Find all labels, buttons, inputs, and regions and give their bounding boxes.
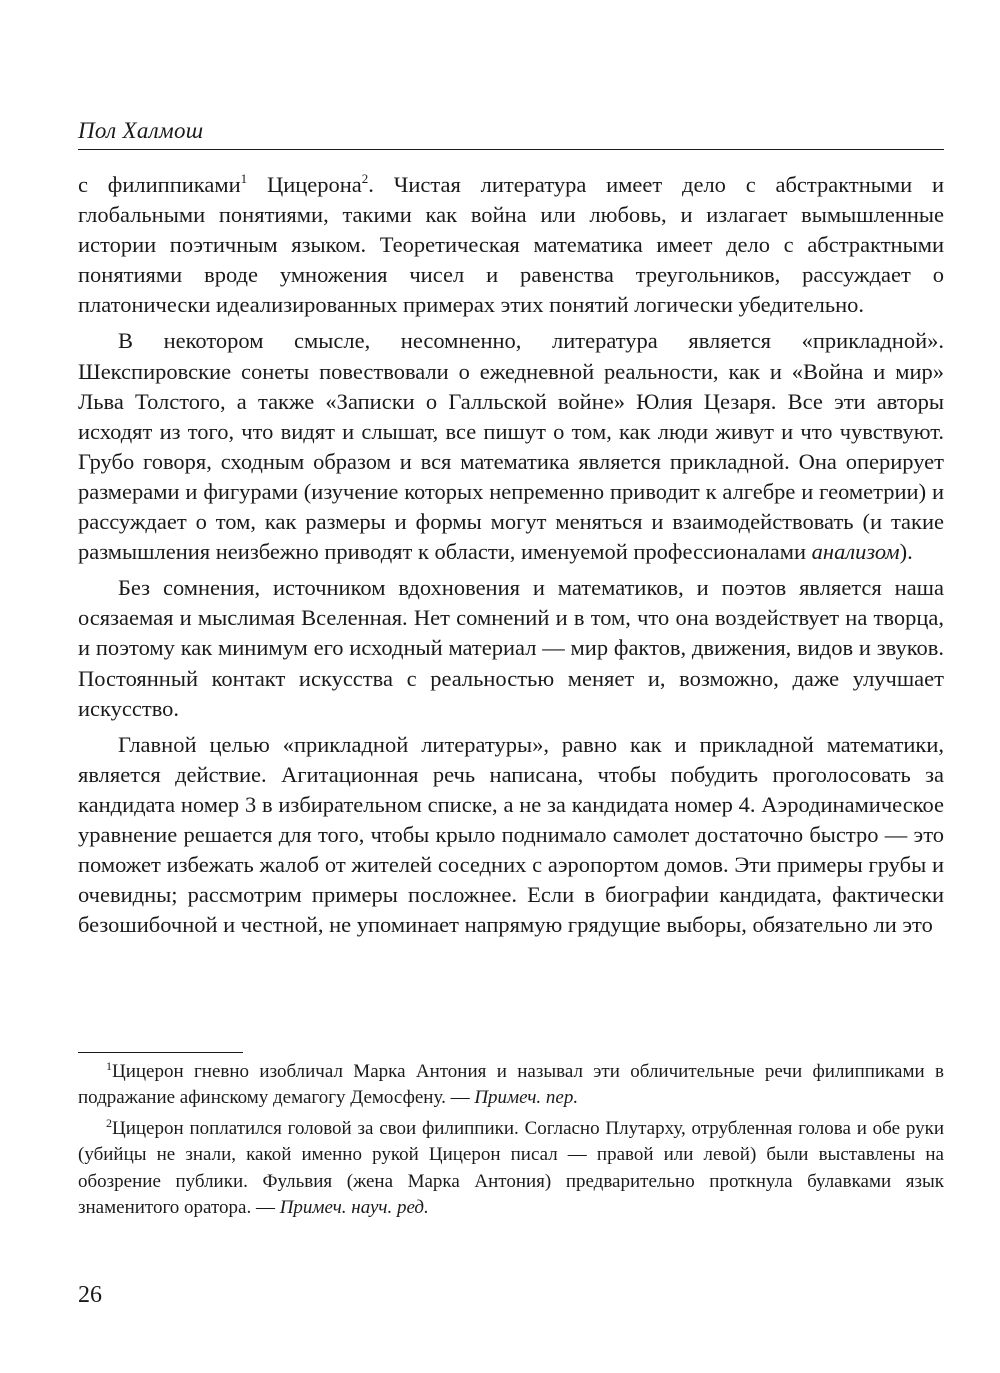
footnote-2-text: Цицерон поплатился головой за свои филиппики. Согласно Плутарху, отрубленная голова и обе руки (убийцы не знали, какой именно рукой Цицерон писал — правой или левой) были выставлены на обозрение публики. Фульвия (жена Марка Антония) предварительно проткнула булавками язык знаменитого оратора. —	[78, 1117, 944, 1219]
paragraph-2-emphasis: анализом	[811, 539, 900, 565]
header-rule	[78, 149, 944, 150]
paragraph-1-end: . Чистая литература имеет дело с абстрактными и глобальными понятиями, такими как война или любовь, и излагает вымышленные истории поэтичным языком. Теоретическая математика имеет дело с абстрактными понятиями вроде умножения чисел и равенства треугольников, рассуждает о платонически идеализированных примерах этих понятий логически убедительно.	[78, 172, 944, 318]
footnote-1-text: Цицерон гневно изобличал Марка Антония и называл эти обличительные речи филиппиками в подражание афинскому демагогу Демосфену. —	[78, 1061, 944, 1109]
paragraph-2-end: ).	[899, 539, 913, 565]
running-header	[78, 118, 944, 152]
footnote-1-number: 1	[106, 1059, 112, 1073]
paragraph-1-start: с филиппиками	[78, 172, 241, 197]
paragraph-3: Без сомнения, источником вдохновения и математиков, и поэтов является наша осязаемая и мыслимая Вселенная. Нет сомнений и в том, что она воздействует на творца, и поэтому как минимум его исходный материал — мир фактов, движения, видов и звуков. Постоянный контакт искусства с реальностью меняет и, возможно, даже улучшает искусство.	[78, 575, 944, 721]
footnote-1-note: Примеч. пер.	[474, 1087, 579, 1109]
footnote-2-number: 2	[106, 1115, 112, 1130]
main-text	[78, 170, 944, 940]
footnote-ref-1: 1	[240, 171, 248, 186]
paragraph-2	[78, 326, 944, 567]
footnote-1	[78, 1059, 944, 1112]
footnote-2-note: Примеч. науч. ред.	[279, 1197, 429, 1219]
footnotes	[78, 1059, 944, 1221]
footnote-2	[78, 1116, 944, 1222]
paragraph-1	[78, 170, 944, 320]
paragraph-2-text: В некотором смысле, несомненно, литература является «прикладной». Шекспировские сонеты повествовали о ежедневной реальности, как и «Война и мир» Льва Толстого, а также «Записки о Галльской войне» Юлия Цезаря. Все эти авторы исходят из того, что видят и слышат, все пишут о том, как люди живут и что чувствуют. Грубо говоря, сходным образом и вся математика является прикладной. Она оперирует размерами и фигурами (изучение которых непременно приводит к алгебре и геометрии) и рассуждает о том, как размеры и формы могут меняться и взаимодействовать (и такие размышления неизбежно приводят к области, именуемой профессионалами	[78, 328, 944, 565]
page-number: 26	[78, 1282, 102, 1308]
paragraph-4: Главной целью «прикладной литературы», равно как и прикладной математики, является действие. Агитационная речь написана, чтобы побудить проголосовать за кандидата номер 3 в избирательном списке, а не за кандидата номер 4. Аэродинамическое уравнение решается для того, чтобы крыло поднимало самолет достаточно быстро — это поможет избежать жалоб от жителей соседних с аэропортом домов. Эти примеры грубы и очевидны; рассмотрим примеры посложнее. Если в биографии кандидата, фактически безошибочной и честной, не упоминает напрямую грядущие выборы, обязательно ли это	[78, 731, 944, 938]
footnote-ref-2: 2	[361, 171, 369, 186]
footnote-rule	[78, 1052, 243, 1053]
running-title: Пол Халмош	[78, 118, 204, 143]
paragraph-1-mid: Цицерона	[247, 172, 362, 197]
